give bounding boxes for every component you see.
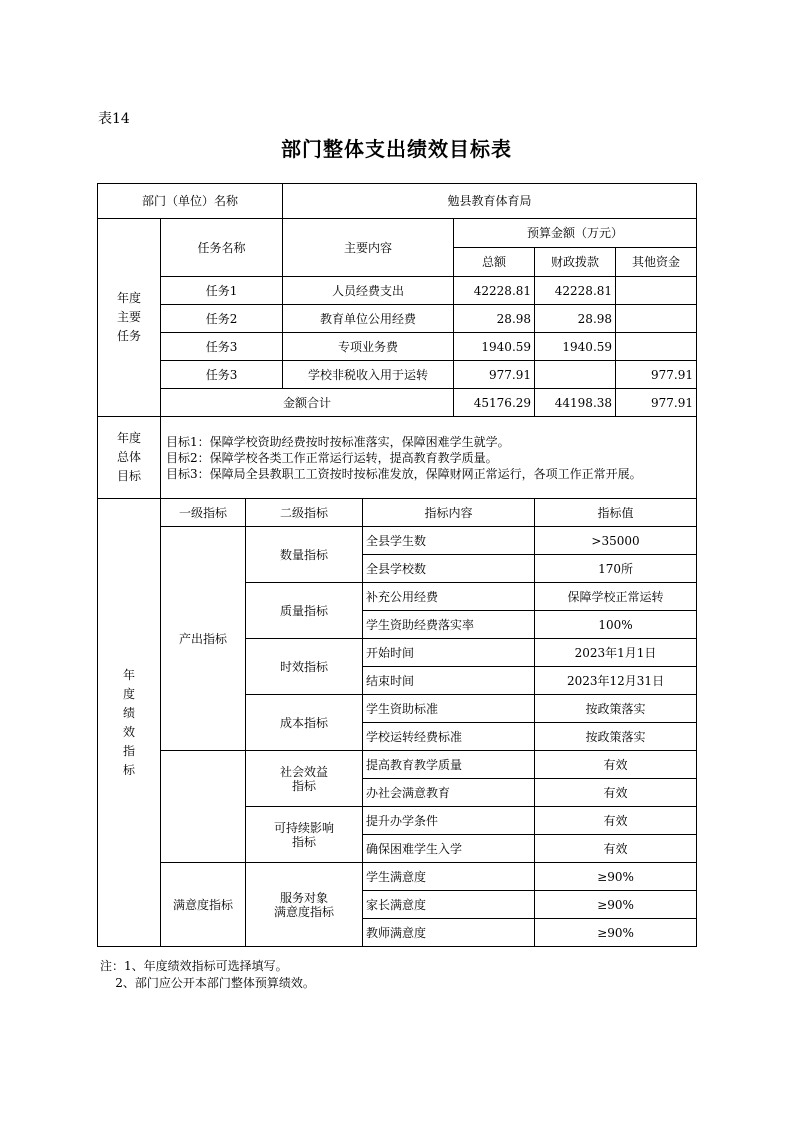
indicator-value: 2023年12月31日 (535, 667, 697, 695)
level2-label: 可持续影响 指标 (246, 807, 363, 863)
indicator-value: 2023年1月1日 (535, 639, 697, 667)
sum-total: 45176.29 (454, 389, 535, 417)
task-other (616, 277, 697, 305)
level1-output: 产出指标 (161, 527, 246, 751)
task-name: 任务2 (161, 305, 283, 333)
col-level1: 一级指标 (161, 499, 246, 527)
task-fiscal: 1940.59 (535, 333, 616, 361)
sum-label: 金额合计 (161, 389, 454, 417)
goal-line: 目标1：保障学校资助经费按时按标准落实，保障困难学生就学。 (166, 434, 510, 449)
level2-label: 成本指标 (246, 695, 363, 751)
sum-other: 977.91 (616, 389, 697, 417)
indicator-content: 学生满意度 (363, 863, 535, 891)
task-content: 专项业务费 (283, 333, 454, 361)
col-task-name: 任务名称 (161, 219, 283, 277)
indicator-value: 170所 (535, 555, 697, 583)
performance-table (97, 183, 697, 947)
col-fiscal: 财政拨款 (535, 248, 616, 277)
task-other (616, 305, 697, 333)
dept-label: 部门（单位）名称 (98, 184, 283, 219)
goals-text (161, 417, 697, 499)
task-other: 977.91 (616, 361, 697, 389)
level1-effect (161, 751, 246, 863)
page-title: 部门整体支出绩效目标表 (281, 137, 512, 161)
indicator-content: 办社会满意教育 (363, 779, 535, 807)
indicator-value: 有效 (535, 835, 697, 863)
col-total: 总额 (454, 248, 535, 277)
goals-section-label: 年度 总体 目标 (98, 417, 161, 499)
table-label: 表14 (98, 111, 130, 127)
indicator-value: 按政策落实 (535, 695, 697, 723)
indicator-content: 结束时间 (363, 667, 535, 695)
indicator-content: 全县学生数 (363, 527, 535, 555)
indicator-content: 家长满意度 (363, 891, 535, 919)
indicator-value: >35000 (535, 527, 697, 555)
col-level2: 二级指标 (246, 499, 363, 527)
indicator-value: ≥90% (535, 863, 697, 891)
task-fiscal: 28.98 (535, 305, 616, 333)
task-content: 学校非税收入用于运转 (283, 361, 454, 389)
indicator-value: 按政策落实 (535, 723, 697, 751)
col-indicator-content: 指标内容 (363, 499, 535, 527)
col-main-content: 主要内容 (283, 219, 454, 277)
col-indicator-value: 指标值 (535, 499, 697, 527)
indicator-content: 开始时间 (363, 639, 535, 667)
level1-satisfaction: 满意度指标 (161, 863, 246, 947)
sum-fiscal: 44198.38 (535, 389, 616, 417)
indicator-content: 补充公用经费 (363, 583, 535, 611)
level2-label: 数量指标 (246, 527, 363, 583)
goal-line: 目标3：保障局全县教职工工资按时按标准发放，保障财网正常运行，各项工作正常开展。 (166, 466, 642, 481)
indicator-content: 学生资助经费落实率 (363, 611, 535, 639)
tasks-section-label: 年度 主要 任务 (98, 219, 161, 417)
task-name: 任务1 (161, 277, 283, 305)
footnote-line: 2、部门应公开本部门整体预算绩效。 (100, 976, 315, 990)
indicator-value: 有效 (535, 779, 697, 807)
task-total: 42228.81 (454, 277, 535, 305)
task-fiscal (535, 361, 616, 389)
indicator-content: 全县学校数 (363, 555, 535, 583)
indicator-content: 提升办学条件 (363, 807, 535, 835)
indicator-content: 教师满意度 (363, 919, 535, 947)
task-total: 28.98 (454, 305, 535, 333)
task-content: 人员经费支出 (283, 277, 454, 305)
indicator-value: 100% (535, 611, 697, 639)
col-budget: 预算金额（万元） (454, 219, 697, 248)
task-content: 教育单位公用经费 (283, 305, 454, 333)
footnotes (100, 958, 315, 992)
indicator-content: 学生资助标准 (363, 695, 535, 723)
indicator-content: 学校运转经费标准 (363, 723, 535, 751)
task-name: 任务3 (161, 333, 283, 361)
col-other: 其他资金 (616, 248, 697, 277)
dept-value: 勉县教育体育局 (283, 184, 697, 219)
indicator-value: ≥90% (535, 891, 697, 919)
level2-label: 时效指标 (246, 639, 363, 695)
footnote-line: 注：1、年度绩效指标可选择填写。 (100, 959, 288, 973)
indicator-value: 保障学校正常运转 (535, 583, 697, 611)
task-total: 977.91 (454, 361, 535, 389)
indicator-value: ≥90% (535, 919, 697, 947)
indicator-value: 有效 (535, 751, 697, 779)
level2-label: 社会效益 指标 (246, 751, 363, 807)
task-other (616, 333, 697, 361)
indicators-section-label: 年 度 绩 效 指 标 (98, 499, 161, 947)
task-name: 任务3 (161, 361, 283, 389)
goal-line: 目标2：保障学校各类工作正常运行运转，提高教育教学质量。 (166, 450, 498, 465)
indicator-content: 确保困难学生入学 (363, 835, 535, 863)
indicator-content: 提高教育教学质量 (363, 751, 535, 779)
indicator-value: 有效 (535, 807, 697, 835)
level2-label: 服务对象 满意度指标 (246, 863, 363, 947)
task-fiscal: 42228.81 (535, 277, 616, 305)
task-total: 1940.59 (454, 333, 535, 361)
level2-label: 质量指标 (246, 583, 363, 639)
